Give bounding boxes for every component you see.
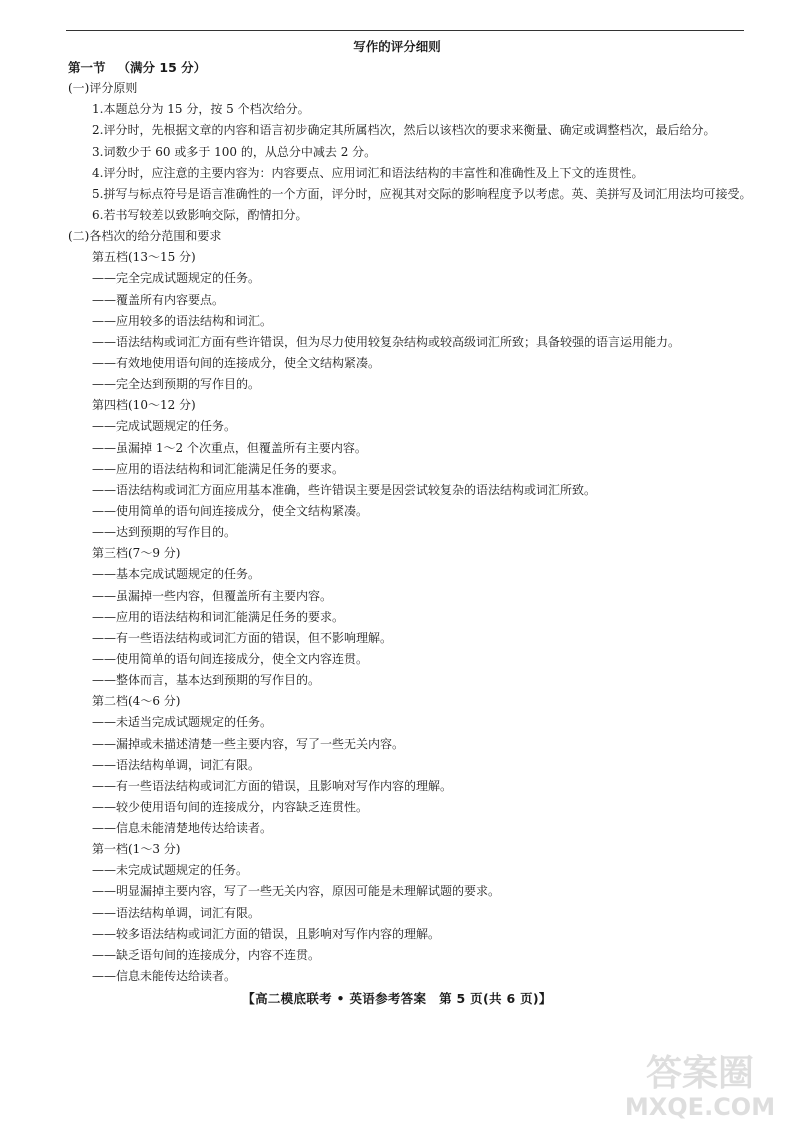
tier-criterion: ——未适当完成试题规定的任务。 — [92, 715, 273, 730]
tier-title: 第一档(1～3 分) — [92, 842, 181, 857]
tier-criterion: ——语法结构或词汇方面应用基本准确，些许错误主要是因尝试较复杂的语法结构或词汇所致。 — [92, 482, 597, 497]
principles-heading: (一)评分原则 — [68, 81, 138, 96]
tier-criterion: ——明显漏掉主要内容，写了一些无关内容，原因可能是未理解试题的要求。 — [92, 884, 501, 899]
tier-criterion: ——达到预期的写作目的。 — [92, 525, 237, 540]
document-body — [68, 57, 758, 987]
page-title: 写作的评分细则 — [353, 39, 441, 54]
tier-criterion: ——虽漏掉一些内容，但覆盖所有主要内容。 — [92, 588, 333, 603]
tier-criterion: ——漏掉或未描述清楚一些主要内容，写了一些无关内容。 — [92, 736, 405, 751]
tier-criterion: ——信息未能清楚地传达给读者。 — [92, 821, 273, 836]
tier-criterion: ——较多语法结构或词汇方面的错误，且影响对写作内容的理解。 — [92, 926, 441, 941]
tier-criterion: ——缺乏语句间的连接成分，内容不连贯。 — [92, 947, 321, 962]
principle-item: 3.词数少于 60 或多于 100 的，从总分中减去 2 分。 — [92, 144, 377, 159]
principle-item: 4.评分时，应注意的主要内容为：内容要点、应用词汇和语法结构的丰富性和准确性及上下文的连贯性。 — [92, 165, 644, 180]
principle-item: 1.本题总分为 15 分，按 5 个档次给分。 — [92, 102, 310, 117]
watermark-text-bottom: MXQE.COM — [624, 1093, 776, 1119]
tier-criterion: ——语法结构单调，词汇有限。 — [92, 905, 261, 920]
watermark-logo — [612, 1045, 788, 1119]
tier-criterion: ——完全完成试题规定的任务。 — [92, 271, 261, 286]
principles-list — [68, 99, 758, 226]
principle-item: 5.拼写与标点符号是语言准确性的一个方面，评分时，应视其对交际的影响程度予以考虑。英、美拼写及词汇用法均可接受。 — [92, 186, 752, 201]
tier-title: 第四档(10～12 分) — [92, 398, 196, 413]
tier-criterion: ——应用较多的语法结构和词汇。 — [92, 313, 273, 328]
tier-criterion: ——有效地使用语句间的连接成分，使全文结构紧凑。 — [92, 355, 381, 370]
watermark-graphic — [612, 1045, 788, 1119]
section-heading — [68, 57, 758, 78]
principle-item: 2.评分时，先根据文章的内容和语言初步确定其所属档次，然后以该档次的要求来衡量、确定或调整档次，最后给分。 — [92, 123, 716, 138]
watermark-text-top: 答案圈 — [645, 1053, 755, 1094]
tier-criterion: ——应用的语法结构和词汇能满足任务的要求。 — [92, 609, 345, 624]
principle-item: 6.若书写较差以致影响交际，酌情扣分。 — [92, 207, 308, 222]
tiers-heading: (二)各档次的给分范围和要求 — [68, 229, 222, 244]
tier-criterion: ——语法结构或词汇方面有些许错误，但为尽力使用较复杂结构或较高级词汇所致；具备较强的语言运用能力。 — [92, 334, 681, 349]
tier-criterion: ——虽漏掉 1～2 个次重点，但覆盖所有主要内容。 — [92, 440, 367, 455]
tier-criterion: ——较少使用语句间的连接成分，内容缺乏连贯性。 — [92, 799, 369, 814]
tier-criterion: ——基本完成试题规定的任务。 — [92, 567, 261, 582]
tier-title: 第五档(13～15 分) — [92, 250, 196, 265]
section-score: （满分 15 分） — [117, 60, 207, 75]
tier-criterion: ——有一些语法结构或词汇方面的错误，且影响对写作内容的理解。 — [92, 778, 453, 793]
top-rule — [66, 30, 744, 31]
tier-criterion: ——使用简单的语句间连接成分，使全文内容连贯。 — [92, 651, 369, 666]
tier-criterion: ——未完成试题规定的任务。 — [92, 863, 249, 878]
tier-criterion: ——应用的语法结构和词汇能满足任务的要求。 — [92, 461, 345, 476]
page-footer: 【高二模底联考 • 英语参考答案 第 5 页(共 6 页)】 — [242, 991, 552, 1006]
tier-title: 第三档(7～9 分) — [92, 546, 181, 561]
tiers-list — [68, 247, 758, 987]
tier-criterion: ——有一些语法结构或词汇方面的错误，但不影响理解。 — [92, 630, 393, 645]
tier-criterion: ——覆盖所有内容要点。 — [92, 292, 225, 307]
tier-criterion: ——整体而言，基本达到预期的写作目的。 — [92, 673, 321, 688]
tier-criterion: ——语法结构单调，词汇有限。 — [92, 757, 261, 772]
tier-title: 第二档(4～6 分) — [92, 694, 181, 709]
tier-criterion: ——完成试题规定的任务。 — [92, 419, 237, 434]
section-label: 第一节 — [68, 60, 106, 75]
tier-criterion: ——信息未能传达给读者。 — [92, 969, 237, 984]
tier-criterion: ——完全达到预期的写作目的。 — [92, 377, 261, 392]
tier-criterion: ——使用简单的语句间连接成分，使全文结构紧凑。 — [92, 503, 369, 518]
